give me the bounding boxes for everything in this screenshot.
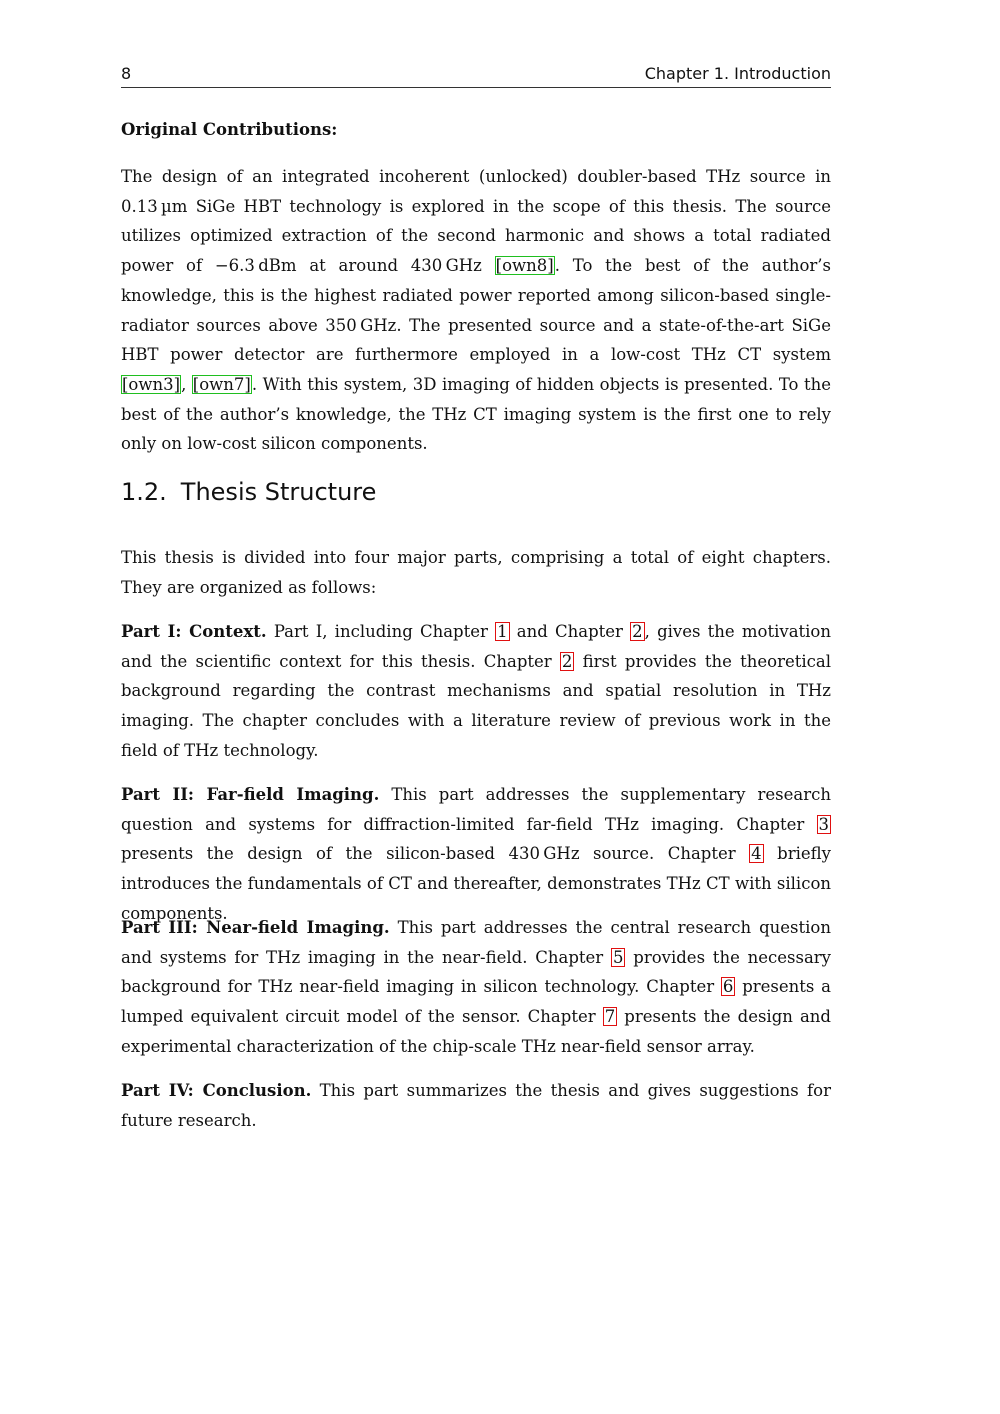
part1-paragraph: Part I: Context. Part I, including Chapter 1 and Chapter 2 , gives the motivation and the scientific context for this thesis. Chapter 2 first provides the theoretical background regarding the contrast mechanisms and spatial resolution in THz imaging. The chapter concludes with a literature review of previous work in the field of THz technology. <box>121 622 832 760</box>
running-header <box>121 62 831 88</box>
running-chapter-title: Chapter 1. Introduction <box>644 64 831 83</box>
section-heading <box>121 478 376 506</box>
chapter-link-1[interactable]: 1 <box>497 622 508 641</box>
section-number: 1.2. <box>121 478 167 506</box>
intro-paragraph: This thesis is divided into four major parts, comprising a total of eight chapters. They are organized as follows: <box>121 548 831 597</box>
section-title: Thesis Structure <box>180 478 377 506</box>
citation-link-own3[interactable]: [own3] <box>122 374 181 394</box>
chapter-link-6[interactable]: 6 <box>722 977 734 997</box>
part4-paragraph: Part IV: Conclusion. This part summarizes the thesis and gives suggestions for future research. <box>121 1081 831 1130</box>
part3-paragraph: Part III: Near-field Imaging. This part addresses the central research question and systems for THz imaging in the near-field. Chapter 5 provides the necessary background for THz near-field imaging in silicon technology. Chapter 6 presents a lumped equivalent circuit model of the sensor. Chapter 7 presents the design and experimental characterization of the chip-scale THz near-field sensor array. <box>121 918 831 1056</box>
part1-label: Part I: Context. <box>121 622 267 641</box>
chapter-link-3[interactable]: 3 <box>818 814 829 834</box>
contributions-paragraph: The design of an integrated incoherent (unlocked) doubler-based THz source in 0.13 µm SiGe HBT technology is explored in the scope of this thesis. The source utilizes optimized extraction of the second harmonic and shows a total radiated power of −6.3 dBm at around 430 GHz [own8]. To the best of the author’s knowledge, this is the highest radiated power reported among silicon-based single-radiator sources above 350 GHz. The presented source and a state-of-the-art SiGe HBT power detector are furthermore employed in a low-cost THz CT system [own3], [own7]. With this system, 3D imaging of hidden objects is presented. To the best of the author’s knowledge, the THz CT imaging system is the first one to rely only on low-cost silicon components. <box>121 167 831 454</box>
citation-link-own8[interactable]: [own8] <box>495 256 554 276</box>
chapter-link-7[interactable]: 7 <box>604 1007 616 1027</box>
chapter-link-2[interactable]: 2 <box>632 622 643 641</box>
citation-link-own7[interactable]: [own7] <box>192 374 251 394</box>
part4-label: Part IV: Conclusion. <box>121 1081 312 1100</box>
part3-label: Part III: Near-field Imaging. <box>121 918 390 937</box>
contributions-heading: Original Contributions: <box>121 120 338 139</box>
chapter-link-5[interactable]: 5 <box>612 947 624 967</box>
part2-label: Part II: Far-field Imaging. <box>121 785 380 804</box>
chapter-link-2-second[interactable]: 2 <box>561 651 573 671</box>
page-number: 8 <box>121 64 132 83</box>
chapter-link-4[interactable]: 4 <box>751 844 762 864</box>
part2-paragraph: Part II: Far-field Imaging. This part addresses the supplementary research question and systems for diffraction-limited far-field THz imaging. Chapter 3 presents the design of the silicon-based 430 GHz source. Chapter 4 briefly introduces the fundamentals of CT and thereafter, demonstrates THz CT with silicon components. <box>121 785 831 923</box>
